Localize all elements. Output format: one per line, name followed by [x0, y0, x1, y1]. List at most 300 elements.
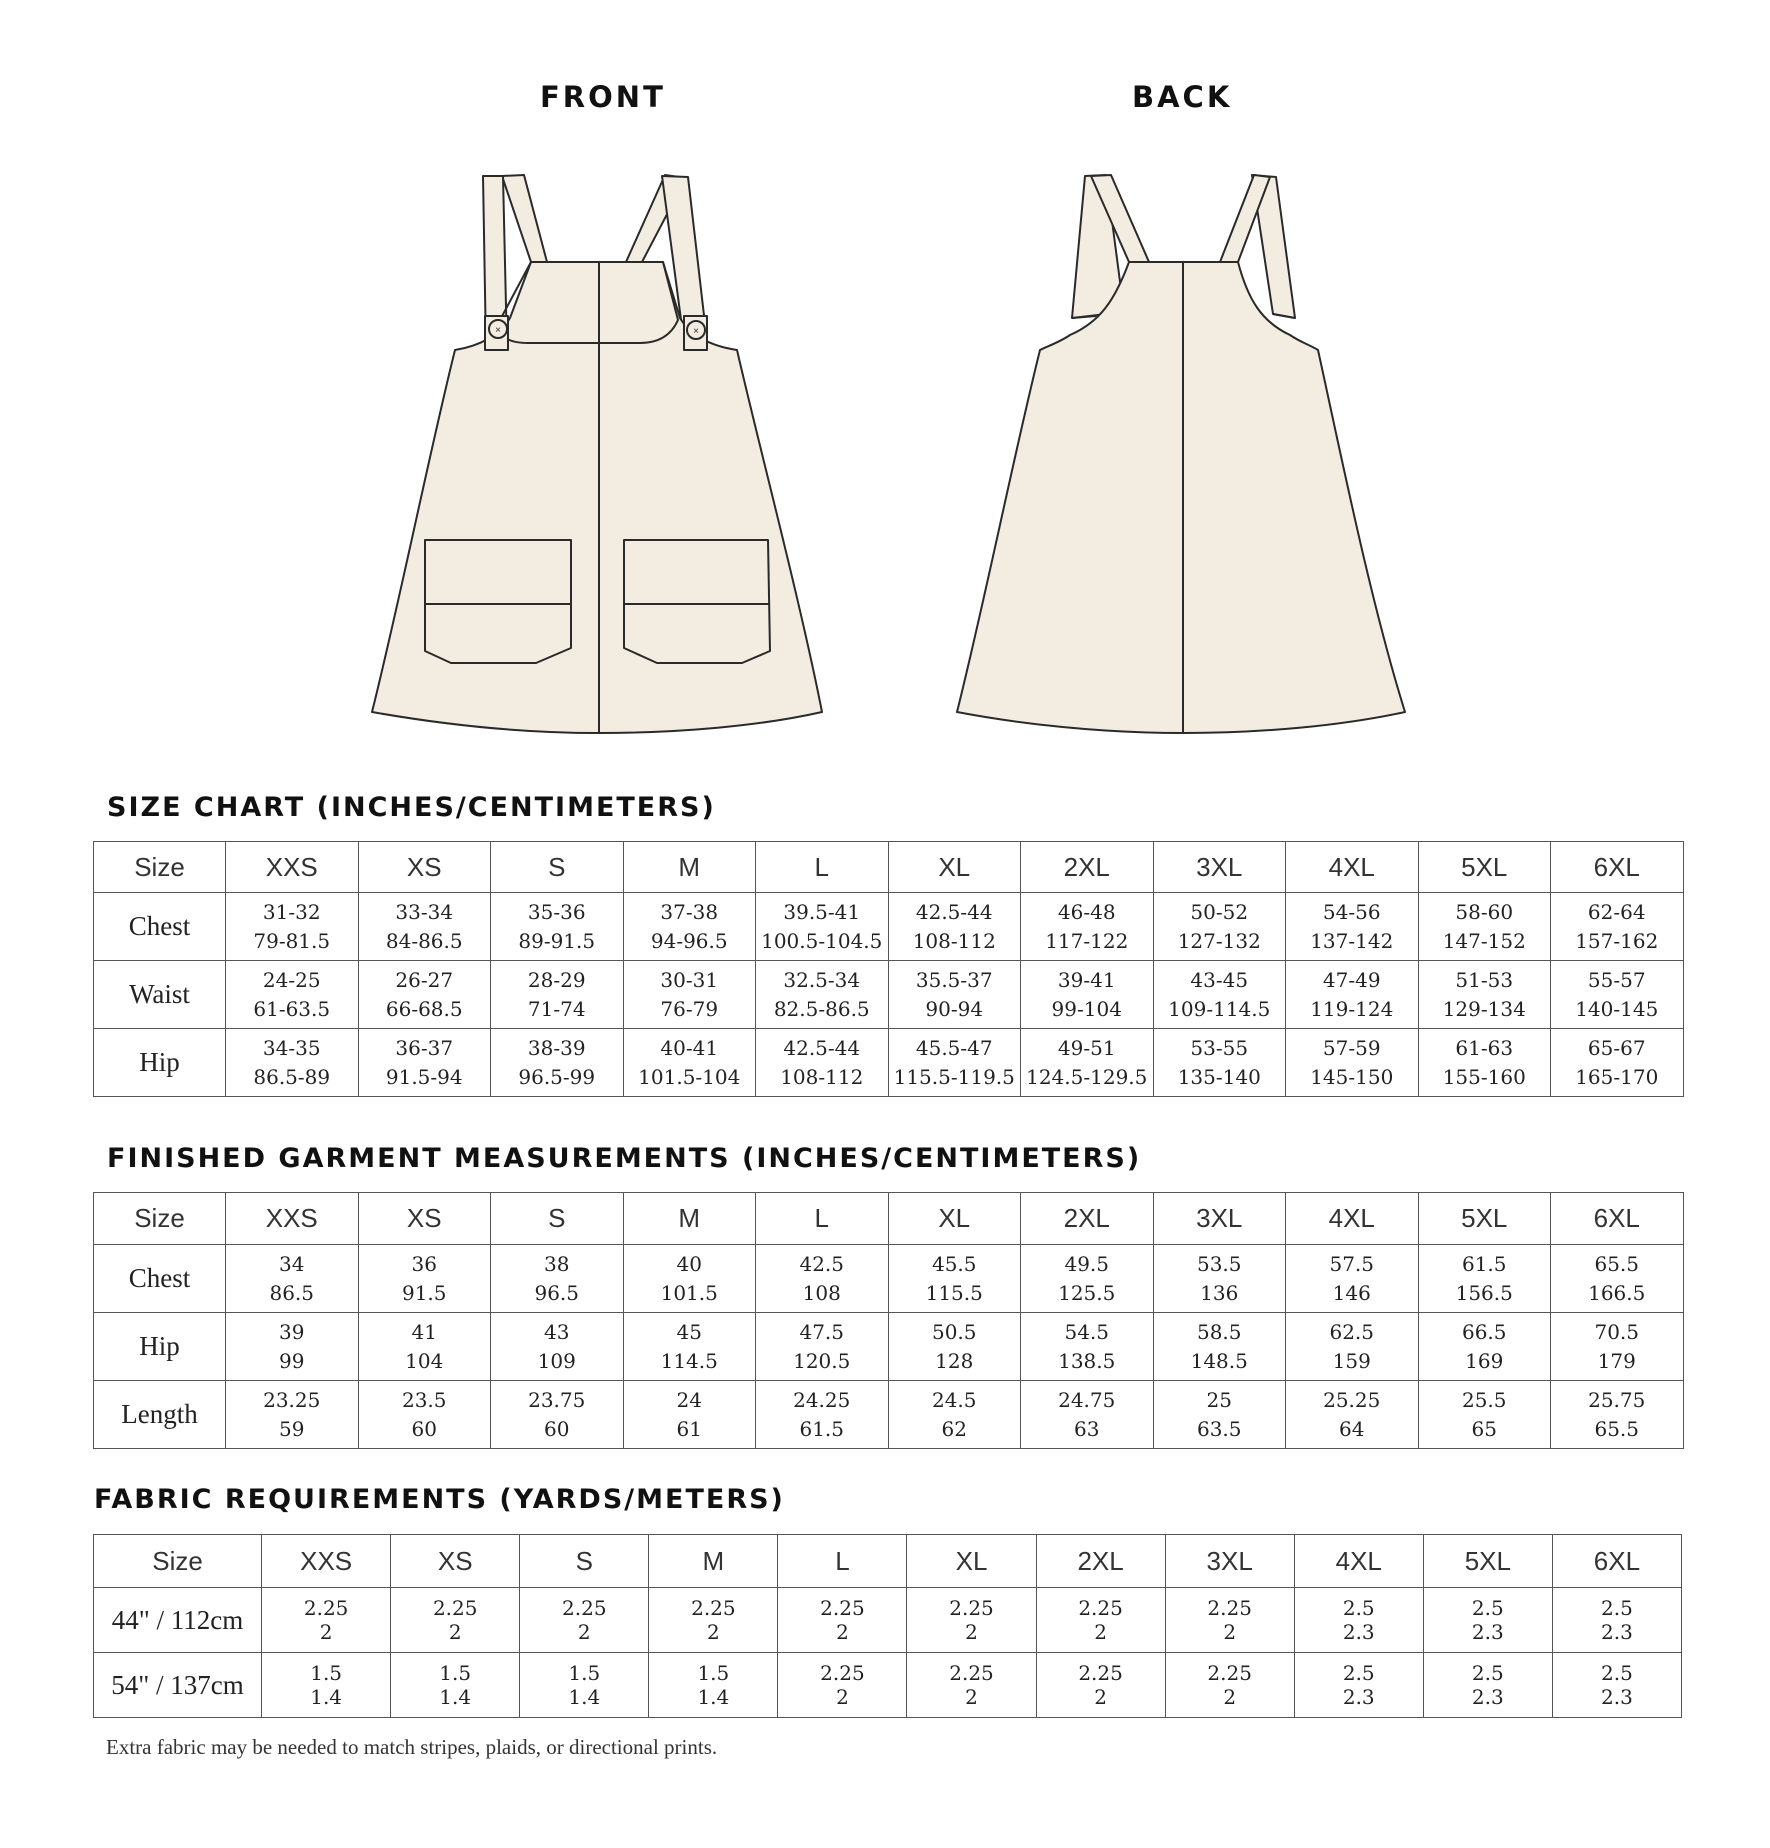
value-secondary: 2 — [965, 1620, 978, 1644]
value-secondary: 100.5-104.5 — [761, 928, 883, 953]
header-size-label: Size — [94, 1193, 226, 1245]
value-primary: 53.5 — [1196, 1251, 1242, 1276]
value-secondary: 66-68.5 — [385, 996, 463, 1021]
value-secondary: 91.5 — [401, 1280, 447, 1305]
size-header: XL — [888, 1193, 1021, 1245]
value-secondary: 84-86.5 — [385, 928, 463, 953]
value-secondary: 159 — [1332, 1348, 1371, 1373]
table-row — [94, 893, 1684, 961]
header-size-label: Size — [94, 1535, 262, 1588]
size-header: XXS — [262, 1535, 391, 1588]
value-primary: 38-39 — [527, 1035, 586, 1060]
value-primary: 1.5 — [697, 1661, 730, 1685]
value-primary: 54-56 — [1322, 899, 1381, 924]
measurement-cell — [226, 1029, 359, 1097]
value-secondary: 155-160 — [1442, 1064, 1526, 1089]
front-dress-body — [372, 262, 822, 733]
value-secondary: 128 — [935, 1348, 974, 1373]
measurement-cell — [1551, 1245, 1684, 1313]
measurement-cell — [888, 893, 1021, 961]
measurement-cell — [358, 961, 491, 1029]
measurement-cell — [1286, 1029, 1419, 1097]
value-secondary: 108-112 — [780, 1064, 864, 1089]
value-secondary: 147-152 — [1442, 928, 1526, 953]
value-secondary: 2.3 — [1342, 1620, 1375, 1644]
size-header: M — [649, 1535, 778, 1588]
table-row — [94, 1313, 1684, 1381]
value-secondary: 2 — [707, 1620, 720, 1644]
measurement-cell — [1552, 1588, 1681, 1653]
value-primary: 47.5 — [799, 1319, 845, 1344]
value-secondary: 101.5 — [660, 1280, 718, 1305]
value-secondary: 140-145 — [1575, 996, 1659, 1021]
value-secondary: 104 — [405, 1348, 444, 1373]
value-secondary: 65 — [1471, 1416, 1497, 1441]
value-secondary: 2 — [319, 1620, 333, 1644]
measurement-cell — [1423, 1588, 1552, 1653]
size-header: 4XL — [1294, 1535, 1423, 1588]
value-secondary: 63.5 — [1196, 1416, 1242, 1441]
measurement-cell — [756, 961, 889, 1029]
size-header: 2XL — [1021, 1193, 1154, 1245]
value-primary: 2.25 — [562, 1596, 607, 1620]
value-primary: 36-37 — [395, 1035, 454, 1060]
value-secondary: 166.5 — [1588, 1280, 1646, 1305]
measurement-cell — [1286, 1313, 1419, 1381]
value-primary: 28-29 — [527, 967, 586, 992]
measurement-cell — [491, 1381, 624, 1449]
value-secondary: 2 — [1223, 1620, 1237, 1644]
value-primary: 40 — [676, 1251, 702, 1276]
table-row — [94, 1653, 1682, 1718]
value-primary: 34-35 — [262, 1035, 321, 1060]
size-header: 2XL — [1036, 1535, 1165, 1588]
value-primary: 39.5-41 — [783, 899, 861, 924]
size-header: 3XL — [1165, 1535, 1294, 1588]
garment-measurements-table — [93, 1192, 1684, 1449]
value-primary: 65.5 — [1594, 1251, 1640, 1276]
value-secondary: 120.5 — [793, 1348, 851, 1373]
measurement-cell — [1153, 1029, 1286, 1097]
value-secondary: 91.5-94 — [385, 1064, 463, 1089]
value-primary: 32.5-34 — [783, 967, 861, 992]
value-secondary: 76-79 — [660, 996, 719, 1021]
value-primary: 23.25 — [263, 1387, 321, 1412]
value-primary: 40-41 — [660, 1035, 719, 1060]
measurement-cell — [491, 961, 624, 1029]
value-primary: 2.25 — [949, 1661, 994, 1685]
value-primary: 36 — [411, 1251, 437, 1276]
size-header: XL — [907, 1535, 1036, 1588]
value-secondary: 1.4 — [310, 1685, 343, 1709]
value-primary: 23.5 — [401, 1387, 447, 1412]
value-secondary: 148.5 — [1190, 1348, 1248, 1373]
value-secondary: 79-81.5 — [253, 928, 331, 953]
value-primary: 70.5 — [1594, 1319, 1640, 1344]
value-primary: 53-55 — [1190, 1035, 1249, 1060]
value-secondary: 138.5 — [1058, 1348, 1116, 1373]
value-secondary: 115.5-119.5 — [893, 1064, 1015, 1089]
value-secondary: 119-124 — [1310, 996, 1394, 1021]
value-primary: 2.25 — [820, 1661, 865, 1685]
value-primary: 37-38 — [660, 899, 719, 924]
value-secondary: 96.5-99 — [518, 1064, 596, 1089]
value-primary: 24.25 — [793, 1387, 851, 1412]
measurement-cell — [358, 1029, 491, 1097]
value-secondary: 114.5 — [660, 1348, 718, 1373]
size-header: 5XL — [1418, 842, 1551, 893]
value-secondary: 2.3 — [1342, 1685, 1375, 1709]
measurement-cell — [778, 1588, 907, 1653]
garment-illustration — [0, 0, 1770, 760]
value-primary: 24.5 — [931, 1387, 977, 1412]
measurement-cell — [1021, 1313, 1154, 1381]
row-label: Hip — [94, 1313, 226, 1381]
value-primary: 66.5 — [1461, 1319, 1507, 1344]
measurement-cell — [262, 1653, 391, 1718]
value-primary: 39-41 — [1057, 967, 1116, 992]
measurement-cell — [1021, 1245, 1154, 1313]
value-primary: 2.5 — [1342, 1596, 1375, 1620]
measurement-cell — [1153, 1381, 1286, 1449]
value-primary: 49-51 — [1057, 1035, 1116, 1060]
measurement-cell — [491, 893, 624, 961]
measurement-cell — [1418, 893, 1551, 961]
measurement-cell — [226, 1381, 359, 1449]
value-primary: 38 — [544, 1251, 570, 1276]
size-header: L — [778, 1535, 907, 1588]
measurement-cell — [756, 1245, 889, 1313]
measurement-cell — [1153, 893, 1286, 961]
value-secondary: 61.5 — [799, 1416, 845, 1441]
footnote: Extra fabric may be needed to match stripes, plaids, or directional prints. — [106, 1735, 718, 1759]
value-secondary: 62 — [941, 1416, 967, 1441]
table-row — [94, 1381, 1684, 1449]
value-primary: 1.5 — [439, 1661, 472, 1685]
size-header: 5XL — [1418, 1193, 1551, 1245]
value-secondary: 2.3 — [1601, 1620, 1633, 1644]
measurement-cell — [756, 893, 889, 961]
measurement-cell — [1551, 1029, 1684, 1097]
value-primary: 45.5-47 — [915, 1035, 993, 1060]
measurement-cell — [1294, 1653, 1423, 1718]
value-primary: 2.25 — [1078, 1661, 1123, 1685]
table-row — [94, 1588, 1682, 1653]
row-label: Chest — [94, 1245, 226, 1313]
value-secondary: 165-170 — [1575, 1064, 1659, 1089]
measurement-cell — [1036, 1588, 1165, 1653]
row-label: 44" / 112cm — [94, 1588, 262, 1653]
size-header: 6XL — [1552, 1535, 1681, 1588]
value-primary: 57.5 — [1329, 1251, 1375, 1276]
measurement-cell — [1021, 1381, 1154, 1449]
measurement-cell — [1153, 1313, 1286, 1381]
value-secondary: 156.5 — [1455, 1280, 1513, 1305]
value-secondary: 109 — [537, 1348, 576, 1373]
value-secondary: 108-112 — [912, 928, 996, 953]
value-secondary: 145-150 — [1310, 1064, 1394, 1089]
value-primary: 2.5 — [1601, 1661, 1633, 1685]
value-primary: 65-67 — [1587, 1035, 1646, 1060]
measurement-cell — [1286, 1381, 1419, 1449]
value-secondary: 99 — [279, 1348, 305, 1373]
value-secondary: 2 — [1223, 1685, 1237, 1709]
value-primary: 2.25 — [432, 1596, 478, 1620]
value-secondary: 2.3 — [1471, 1620, 1504, 1644]
row-label: Length — [94, 1381, 226, 1449]
measurement-cell — [226, 1245, 359, 1313]
table-row — [94, 1245, 1684, 1313]
value-primary: 51-53 — [1455, 967, 1514, 992]
size-header: S — [491, 1193, 624, 1245]
front-dress-drawing — [372, 175, 822, 733]
size-chart-title: SIZE CHART (INCHES/CENTIMETERS) — [107, 792, 716, 823]
measurement-cell — [1418, 1381, 1551, 1449]
value-secondary: 129-134 — [1442, 996, 1526, 1021]
value-primary: 2.5 — [1342, 1661, 1375, 1685]
value-primary: 2.5 — [1471, 1596, 1504, 1620]
size-header: M — [623, 1193, 756, 1245]
value-secondary: 64 — [1339, 1416, 1365, 1441]
value-primary: 58-60 — [1455, 899, 1514, 924]
value-primary: 45.5 — [931, 1251, 977, 1276]
measurement-cell — [623, 961, 756, 1029]
size-header: XXS — [226, 842, 359, 893]
value-secondary: 137-142 — [1310, 928, 1394, 953]
value-secondary: 136 — [1200, 1280, 1239, 1305]
size-header: S — [491, 842, 624, 893]
measurement-cell — [391, 1653, 520, 1718]
svg-text:×: × — [495, 325, 501, 336]
size-header: XS — [391, 1535, 520, 1588]
value-secondary: 71-74 — [527, 996, 586, 1021]
svg-text:×: × — [693, 326, 699, 337]
value-secondary: 157-162 — [1575, 928, 1659, 953]
value-primary: 33-34 — [395, 899, 454, 924]
value-primary: 25.75 — [1588, 1387, 1646, 1412]
value-primary: 43-45 — [1190, 967, 1249, 992]
value-secondary: 2 — [448, 1620, 462, 1644]
table-row — [94, 1029, 1684, 1097]
size-header: 4XL — [1286, 842, 1419, 893]
value-secondary: 179 — [1597, 1348, 1636, 1373]
measurement-cell — [226, 1313, 359, 1381]
value-primary: 50.5 — [931, 1319, 977, 1344]
value-primary: 2.25 — [1207, 1596, 1252, 1620]
measurement-cell — [907, 1653, 1036, 1718]
value-primary: 26-27 — [395, 967, 454, 992]
value-primary: 61.5 — [1461, 1251, 1507, 1276]
measurement-cell — [358, 893, 491, 961]
value-primary: 34 — [279, 1251, 305, 1276]
value-primary: 42.5-44 — [783, 1035, 861, 1060]
size-header: 4XL — [1286, 1193, 1419, 1245]
value-secondary: 117-122 — [1045, 928, 1129, 953]
value-primary: 24.75 — [1058, 1387, 1116, 1412]
measurement-cell — [1165, 1588, 1294, 1653]
row-label: Chest — [94, 893, 226, 961]
value-primary: 58.5 — [1196, 1319, 1242, 1344]
value-primary: 41 — [411, 1319, 437, 1344]
value-primary: 1.5 — [568, 1661, 601, 1685]
value-secondary: 99-104 — [1051, 996, 1122, 1021]
row-label: 54" / 137cm — [94, 1653, 262, 1718]
measurement-cell — [1552, 1653, 1681, 1718]
measurement-cell — [649, 1653, 778, 1718]
measurement-cell — [1286, 893, 1419, 961]
measurement-cell — [623, 1029, 756, 1097]
value-secondary: 108 — [802, 1280, 841, 1305]
measurement-cell — [1153, 1245, 1286, 1313]
table-row — [94, 961, 1684, 1029]
value-primary: 50-52 — [1190, 899, 1249, 924]
front-pocket-right — [624, 540, 770, 663]
size-header: 6XL — [1551, 842, 1684, 893]
measurement-cell — [226, 961, 359, 1029]
value-primary: 24-25 — [262, 967, 321, 992]
size-header: 6XL — [1551, 1193, 1684, 1245]
value-primary: 23.75 — [528, 1387, 586, 1412]
measurement-cell — [491, 1313, 624, 1381]
value-secondary: 135-140 — [1177, 1064, 1261, 1089]
measurement-cell — [520, 1653, 649, 1718]
back-dress-drawing — [957, 175, 1405, 733]
table-header-row — [94, 842, 1684, 893]
value-primary: 35-36 — [527, 899, 586, 924]
measurement-cell — [623, 1313, 756, 1381]
value-secondary: 124.5-129.5 — [1026, 1064, 1148, 1089]
front-pocket-left — [425, 540, 571, 663]
value-primary: 55-57 — [1587, 967, 1646, 992]
measurement-cell — [1551, 893, 1684, 961]
value-primary: 25 — [1206, 1387, 1232, 1412]
measurement-cell — [1021, 893, 1154, 961]
value-secondary: 94-96.5 — [650, 928, 728, 953]
size-header: 2XL — [1021, 842, 1154, 893]
table-header-row — [94, 1193, 1684, 1245]
value-primary: 47-49 — [1322, 967, 1381, 992]
measurement-cell — [1036, 1653, 1165, 1718]
value-secondary: 1.4 — [697, 1685, 730, 1709]
size-header: S — [520, 1535, 649, 1588]
measurement-cell — [888, 961, 1021, 1029]
measurement-cell — [1418, 1245, 1551, 1313]
row-label: Waist — [94, 961, 226, 1029]
measurement-cell — [1418, 1313, 1551, 1381]
value-primary: 42.5 — [799, 1251, 845, 1276]
measurement-cell — [888, 1245, 1021, 1313]
measurement-cell — [888, 1029, 1021, 1097]
measurement-cell — [358, 1245, 491, 1313]
value-secondary: 127-132 — [1177, 928, 1261, 953]
value-secondary: 169 — [1465, 1348, 1504, 1373]
fabric-requirements-table — [93, 1534, 1682, 1718]
value-primary: 49.5 — [1064, 1251, 1110, 1276]
measurement-cell — [1418, 1029, 1551, 1097]
front-strap-left — [502, 175, 547, 262]
value-primary: 2.25 — [303, 1596, 349, 1620]
value-primary: 2.25 — [820, 1596, 865, 1620]
value-secondary: 90-94 — [925, 996, 984, 1021]
value-secondary: 2 — [1094, 1620, 1107, 1644]
measurement-cell — [649, 1588, 778, 1653]
measurement-cell — [1423, 1653, 1552, 1718]
measurement-cell — [623, 1245, 756, 1313]
size-header: 3XL — [1153, 842, 1286, 893]
value-primary: 57-59 — [1322, 1035, 1381, 1060]
value-primary: 35.5-37 — [915, 967, 993, 992]
value-primary: 62-64 — [1587, 899, 1646, 924]
value-primary: 45 — [676, 1319, 702, 1344]
measurement-cell — [1551, 961, 1684, 1029]
value-secondary: 61 — [676, 1416, 702, 1441]
value-primary: 42.5-44 — [915, 899, 993, 924]
value-secondary: 65.5 — [1594, 1416, 1640, 1441]
row-label: Hip — [94, 1029, 226, 1097]
value-primary: 62.5 — [1329, 1319, 1375, 1344]
fabric-requirements-title: FABRIC REQUIREMENTS (YARDS/METERS) — [94, 1484, 785, 1515]
measurement-cell — [1418, 961, 1551, 1029]
size-header: XXS — [226, 1193, 359, 1245]
value-secondary: 1.4 — [568, 1685, 601, 1709]
measurement-cell — [907, 1588, 1036, 1653]
measurement-cell — [1286, 961, 1419, 1029]
value-primary: 46-48 — [1057, 899, 1116, 924]
measurement-cell — [756, 1381, 889, 1449]
value-primary: 2.25 — [1078, 1596, 1123, 1620]
size-header: L — [756, 1193, 889, 1245]
measurement-cell — [888, 1313, 1021, 1381]
measurement-cell — [1294, 1588, 1423, 1653]
size-header: M — [623, 842, 756, 893]
size-header: XL — [888, 842, 1021, 893]
value-primary: 39 — [279, 1319, 305, 1344]
value-secondary: 2 — [1094, 1685, 1107, 1709]
measurement-cell — [888, 1381, 1021, 1449]
measurement-cell — [1286, 1245, 1419, 1313]
front-view-label: FRONT — [540, 80, 666, 114]
measurement-cell — [491, 1245, 624, 1313]
size-header: 5XL — [1423, 1535, 1552, 1588]
value-primary: 43 — [544, 1319, 570, 1344]
value-secondary: 101.5-104 — [638, 1064, 741, 1089]
value-secondary: 60 — [544, 1416, 570, 1441]
value-secondary: 61-63.5 — [253, 996, 331, 1021]
value-secondary: 1.4 — [439, 1685, 472, 1709]
size-header: XS — [358, 1193, 491, 1245]
value-primary: 61-63 — [1455, 1035, 1514, 1060]
measurement-cell — [520, 1588, 649, 1653]
measurement-cell — [358, 1381, 491, 1449]
table-header-row — [94, 1535, 1682, 1588]
value-secondary: 115.5 — [925, 1280, 983, 1305]
measurement-cell — [1551, 1313, 1684, 1381]
value-secondary: 2 — [965, 1685, 978, 1709]
measurement-cell — [756, 1313, 889, 1381]
value-secondary: 146 — [1332, 1280, 1371, 1305]
value-secondary: 109-114.5 — [1168, 996, 1271, 1021]
measurement-cell — [358, 1313, 491, 1381]
value-secondary: 82.5-86.5 — [773, 996, 870, 1021]
measurement-cell — [262, 1588, 391, 1653]
back-dress-body — [957, 262, 1405, 733]
value-secondary: 89-91.5 — [518, 928, 596, 953]
value-primary: 24 — [676, 1387, 702, 1412]
garment-measurements-title: FINISHED GARMENT MEASUREMENTS (INCHES/CENTIMETERS) — [107, 1143, 1142, 1174]
size-header: 3XL — [1153, 1193, 1286, 1245]
measurement-cell — [756, 1029, 889, 1097]
value-secondary: 2 — [836, 1685, 849, 1709]
